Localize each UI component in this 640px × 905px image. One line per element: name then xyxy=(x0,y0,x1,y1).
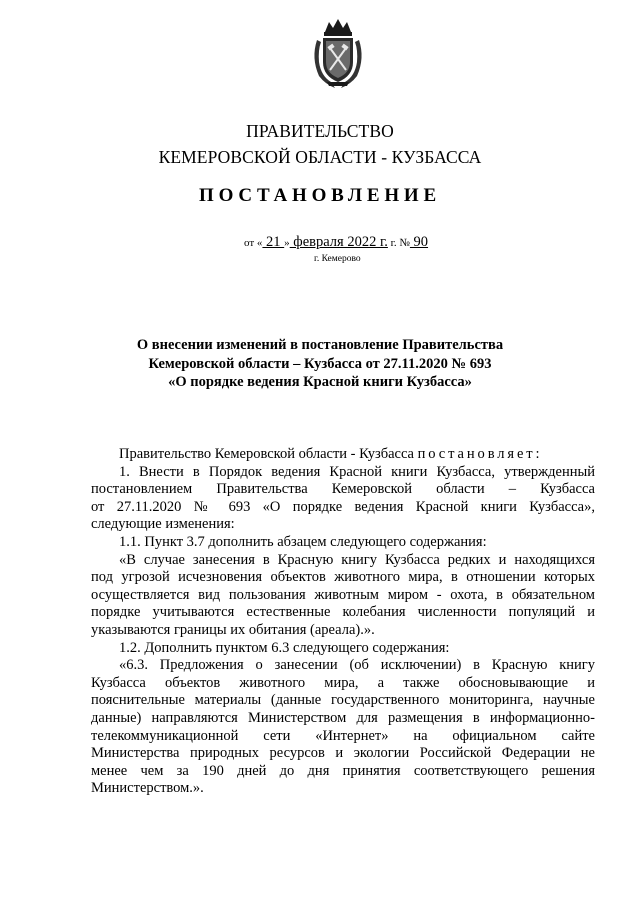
date-suffix: г. № xyxy=(387,237,410,249)
body-line: 1. Внести в Порядок ведения Красной книги Кузбасса, утвержденный xyxy=(119,463,595,480)
date-day: 21 xyxy=(262,234,285,250)
intro-colon: : xyxy=(535,446,540,462)
body-line: менее чем за 190 дней до дня принятия соответствующего решения xyxy=(91,762,595,779)
body-line: Кузбасса объектов животного мира, а также обосновывающие и xyxy=(91,674,595,691)
body-line: пояснительные материалы (данные государственного мониторинга, научные xyxy=(91,692,595,709)
body-line: Министерством.». xyxy=(91,780,204,797)
body-line: осуществляется вид пользования животным миром - охота, в обязательном xyxy=(91,586,595,603)
body-line: 1.1. Пункт 3.7 дополнить абзацем следующего содержания: xyxy=(119,533,487,550)
date-month-year: февраля 2022 г. xyxy=(289,234,388,250)
document-subject xyxy=(0,336,640,392)
government-name-line1: ПРАВИТЕЛЬСТВО xyxy=(246,121,394,141)
body-line: указываются границы их обитания (ареала).». xyxy=(91,621,375,638)
body-line: постановлением Правительства Кемеровской области – Кузбасса xyxy=(91,481,595,498)
kuzbass-coat-of-arms-icon xyxy=(309,18,367,90)
body-line: Министерства природных ресурсов и экологии Российской Федерации не xyxy=(91,745,595,762)
body-line: телекоммуникационной сети «Интернет» на официальном сайте xyxy=(91,727,595,744)
intro-text: Правительство Кемеровской области - Кузбасса xyxy=(119,446,418,462)
subject-line2: Кемеровской области – Кузбасса от 27.11.2020 № 693 xyxy=(148,355,492,372)
date-mid: » xyxy=(284,237,290,249)
date-number-line xyxy=(244,234,428,251)
government-name-line2: КЕМЕРОВСКОЙ ОБЛАСТИ - КУЗБАССА xyxy=(158,147,482,167)
city-label: г. Кемерово xyxy=(314,254,361,264)
body-line: под угрозой исчезновения объектов животного мира, в отношении которых xyxy=(91,569,595,586)
date-prefix: от « xyxy=(244,237,263,249)
body-line: «6.3. Предложения о занесении (об исключении) в Красную книгу xyxy=(119,657,595,674)
document-type-title: ПОСТАНОВЛЕНИЕ xyxy=(199,185,441,206)
body-line: от 27.11.2020 № 693 «О порядке ведения Красной книги Кузбасса», xyxy=(91,498,595,515)
intro-resolves: постановляет xyxy=(417,446,536,462)
document-number: 90 xyxy=(409,234,429,250)
body-line: данные) направляются Министерством для размещения в информационно- xyxy=(91,709,595,726)
body-line: 1.2. Дополнить пунктом 6.3 следующего содержания: xyxy=(119,639,450,656)
body-line: порядке учитываются естественные колебания численности популяций и xyxy=(91,604,595,621)
body-line: «В случае занесения в Красную книгу Кузбасса редких и находящихся xyxy=(119,551,595,568)
document-body xyxy=(91,446,595,798)
body-line: следующие изменения: xyxy=(91,516,235,533)
subject-line1: О внесении изменений в постановление Правительства xyxy=(136,337,504,353)
intro-paragraph xyxy=(91,446,595,464)
subject-line3: «О порядке ведения Красной книги Кузбасса» xyxy=(168,374,472,390)
